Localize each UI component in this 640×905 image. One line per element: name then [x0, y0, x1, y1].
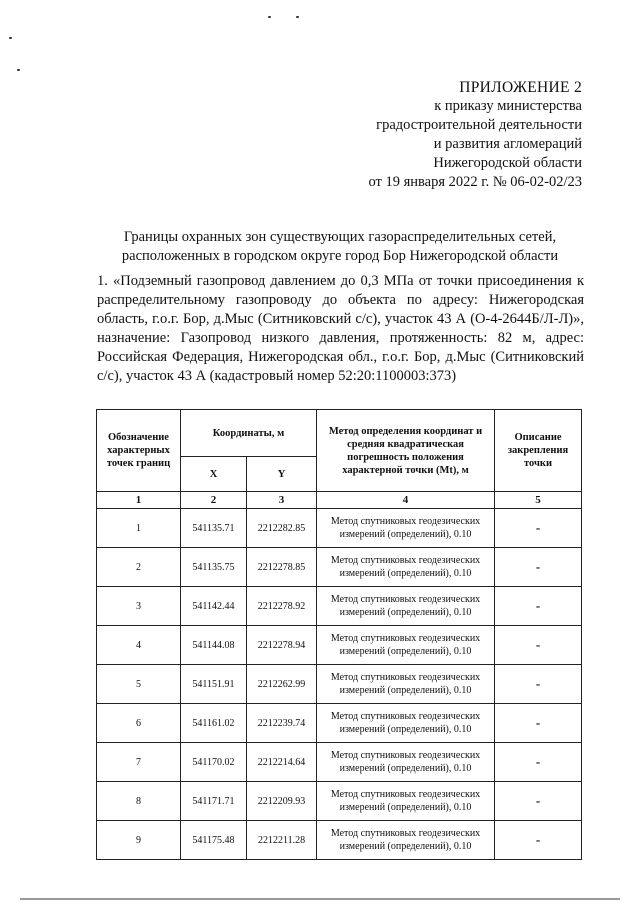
scan-speck: [296, 16, 299, 18]
scan-speck: [9, 37, 12, 39]
coord-y: 2212278.85: [247, 548, 317, 587]
coord-y: 2212209.93: [247, 782, 317, 821]
scan-speck: [17, 69, 20, 71]
coord-x: 541161.02: [181, 704, 247, 743]
annex-line: и развития агломераций: [433, 136, 582, 152]
point-number: 2: [97, 548, 181, 587]
annex-line: к приказу министерства: [434, 98, 582, 114]
method-cell: Метод спутниковых геодезических измерений (определений), 0.10: [317, 626, 495, 665]
coord-x: 541170.02: [181, 743, 247, 782]
fixing-cell: -: [495, 665, 582, 704]
coord-x: 541151.91: [181, 665, 247, 704]
coord-x: 541175.48: [181, 821, 247, 860]
coord-x: 541144.08: [181, 626, 247, 665]
method-cell: Метод спутниковых геодезических измерений (определений), 0.10: [317, 704, 495, 743]
point-number: 4: [97, 626, 181, 665]
coord-x: 541135.75: [181, 548, 247, 587]
object-description: 1. «Подземный газопровод давлением до 0,3 МПа от точки присоединения к распределительному газопроводу до объекта по адресу: Нижегородская область, г.о.г. Бор, д.Мыс (Ситниковский с/с), участок 43 А (О-4-2644Б/Л-Л)», назначение: Газопровод низкого давления, протяженность: 82 м, адрес: Российская Федерация, Нижегородская обл., г.о.г. Бор, д.Мыс (Ситниковский с/с), участок 43 А (кадастровый номер 52:20:1100003:373): [97, 273, 584, 384]
coord-y: 2212262.99: [247, 665, 317, 704]
title-line: Границы охранных зон существующих газораспределительных сетей,: [123, 229, 557, 245]
method-cell: Метод спутниковых геодезических измерений (определений), 0.10: [317, 587, 495, 626]
table-row: [97, 626, 582, 665]
point-number: 5: [97, 665, 181, 704]
column-number: 4: [317, 492, 495, 509]
header-fixing: Описание закрепления точки: [495, 410, 582, 492]
header-points: Обозначение характерных точек границ: [97, 410, 181, 492]
coord-x: 541142.44: [181, 587, 247, 626]
header-y: Y: [247, 457, 317, 492]
table-row: [97, 782, 582, 821]
document-title: [70, 228, 610, 266]
coord-y: 2212278.94: [247, 626, 317, 665]
fixing-cell: -: [495, 704, 582, 743]
column-number: 3: [247, 492, 317, 509]
table-row: [97, 821, 582, 860]
table-row: [97, 743, 582, 782]
fixing-cell: -: [495, 587, 582, 626]
coord-x: 541135.71: [181, 509, 247, 548]
annex-line: градостроительной деятельности: [376, 117, 582, 133]
coord-y: 2212282.85: [247, 509, 317, 548]
table-row: [97, 509, 582, 548]
method-cell: Метод спутниковых геодезических измерений (определений), 0.10: [317, 743, 495, 782]
coord-y: 2212211.28: [247, 821, 317, 860]
fixing-cell: -: [495, 782, 582, 821]
method-cell: Метод спутниковых геодезических измерений (определений), 0.10: [317, 782, 495, 821]
page-edge-line: [20, 898, 620, 900]
annex-date-line: от 19 января 2022 г. № 06-02-02/23: [368, 174, 582, 190]
method-cell: Метод спутниковых геодезических измерений (определений), 0.10: [317, 509, 495, 548]
column-number: 1: [97, 492, 181, 509]
fixing-cell: -: [495, 626, 582, 665]
title-line: расположенных в городском округе город Бор Нижегородской области: [121, 248, 559, 264]
header-method: Метод определения координат и средняя квадратическая погрешность положения характерной точки (Mt), м: [317, 410, 495, 492]
scan-speck: [268, 16, 271, 18]
table-row: [97, 548, 582, 587]
table-row: [97, 704, 582, 743]
column-number: 2: [181, 492, 247, 509]
header-coordinates: Координаты, м: [181, 410, 317, 457]
fixing-cell: -: [495, 743, 582, 782]
method-cell: Метод спутниковых геодезических измерений (определений), 0.10: [317, 548, 495, 587]
fixing-cell: -: [495, 509, 582, 548]
table-row: [97, 665, 582, 704]
annex-heading: ПРИЛОЖЕНИЕ 2: [459, 79, 582, 96]
table-row: [97, 587, 582, 626]
method-cell: Метод спутниковых геодезических измерений (определений), 0.10: [317, 665, 495, 704]
column-number: 5: [495, 492, 582, 509]
point-number: 6: [97, 704, 181, 743]
point-number: 7: [97, 743, 181, 782]
coord-y: 2212214.64: [247, 743, 317, 782]
coordinates-table: [96, 409, 582, 860]
method-cell: Метод спутниковых геодезических измерений (определений), 0.10: [317, 821, 495, 860]
coord-x: 541171.71: [181, 782, 247, 821]
fixing-cell: -: [495, 548, 582, 587]
point-number: 8: [97, 782, 181, 821]
header-x: X: [181, 457, 247, 492]
fixing-cell: -: [495, 821, 582, 860]
annex-line: Нижегородской области: [433, 155, 582, 171]
point-number: 1: [97, 509, 181, 548]
annex-block: [262, 78, 582, 192]
coord-y: 2212278.92: [247, 587, 317, 626]
coord-y: 2212239.74: [247, 704, 317, 743]
point-number: 9: [97, 821, 181, 860]
point-number: 3: [97, 587, 181, 626]
